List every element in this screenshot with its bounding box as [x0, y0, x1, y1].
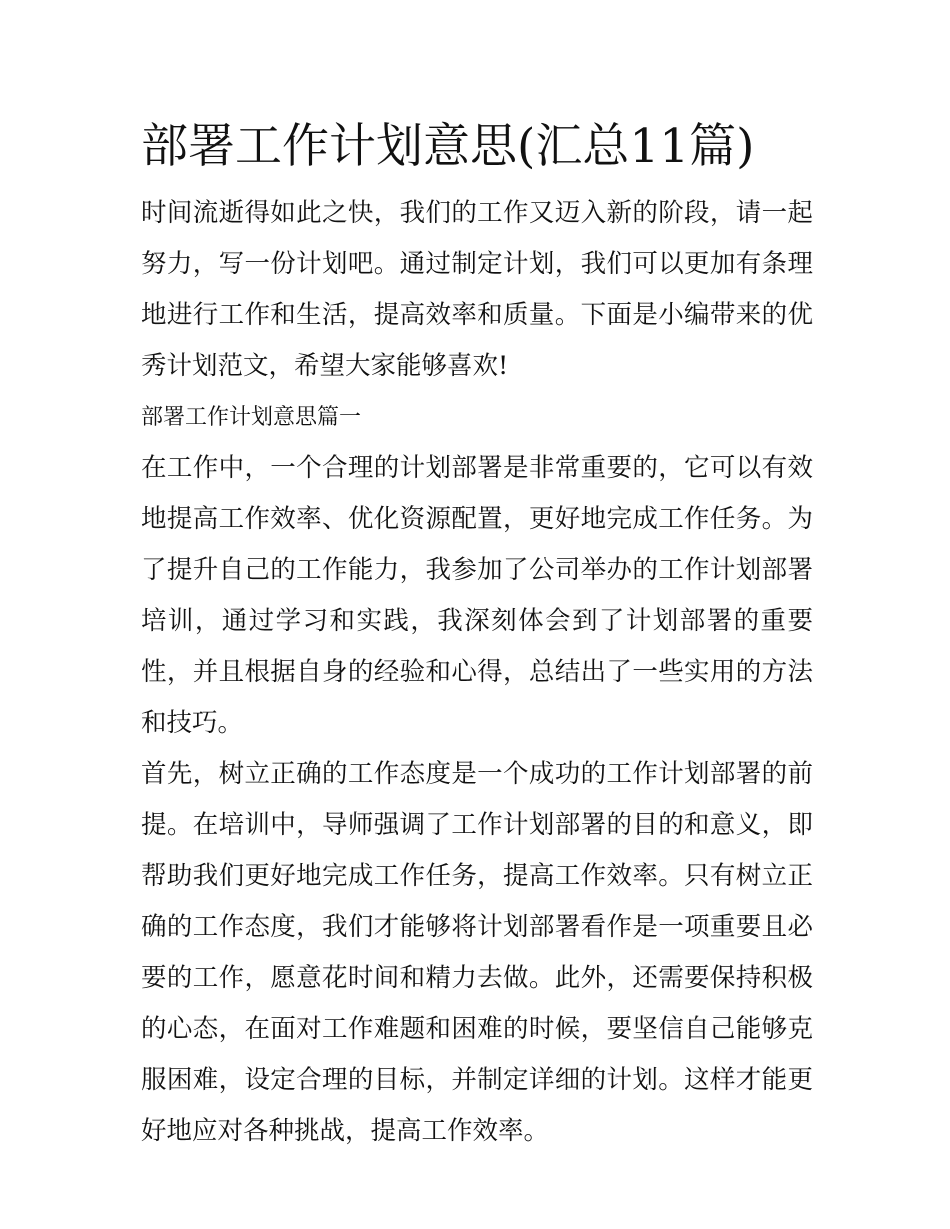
intro-paragraph: 时间流逝得如此之快，我们的工作又迈入新的阶段，请一起努力，写一份计划吧。通过制定计划，我们可以更加有条理地进行工作和生活，提高效率和质量。下面是小编带来的优秀计划范文，希望大家能够喜欢! [141, 198, 813, 381]
document-page [141, 118, 813, 1157]
section-heading: 部署工作计划意思篇一 [141, 405, 362, 430]
document-title: 部署工作计划意思(汇总11篇) [141, 119, 755, 174]
body-paragraph-1: 在工作中，一个合理的计划部署是非常重要的，它可以有效地提高工作效率、优化资源配置，更好地完成工作任务。为了提升自己的工作能力，我参加了公司举办的工作计划部署培训，通过学习和实践，我深刻体会到了计划部署的重要性，并且根据自身的经验和心得，总结出了一些实用的方法和技巧。 [141, 453, 813, 738]
body-paragraph-2: 首先，树立正确的工作态度是一个成功的工作计划部署的前提。在培训中，导师强调了工作计划部署的目的和意义，即帮助我们更好地完成工作任务，提高工作效率。只有树立正确的工作态度，我们才能够将计划部署看作是一项重要且必要的工作，愿意花时间和精力去做。此外，还需要保持积极的心态，在面对工作难题和困难的时候，要坚信自己能够克服困难，设定合理的目标，并制定详细的计划。这样才能更好地应对各种挑战，提高工作效率。 [141, 759, 813, 1146]
